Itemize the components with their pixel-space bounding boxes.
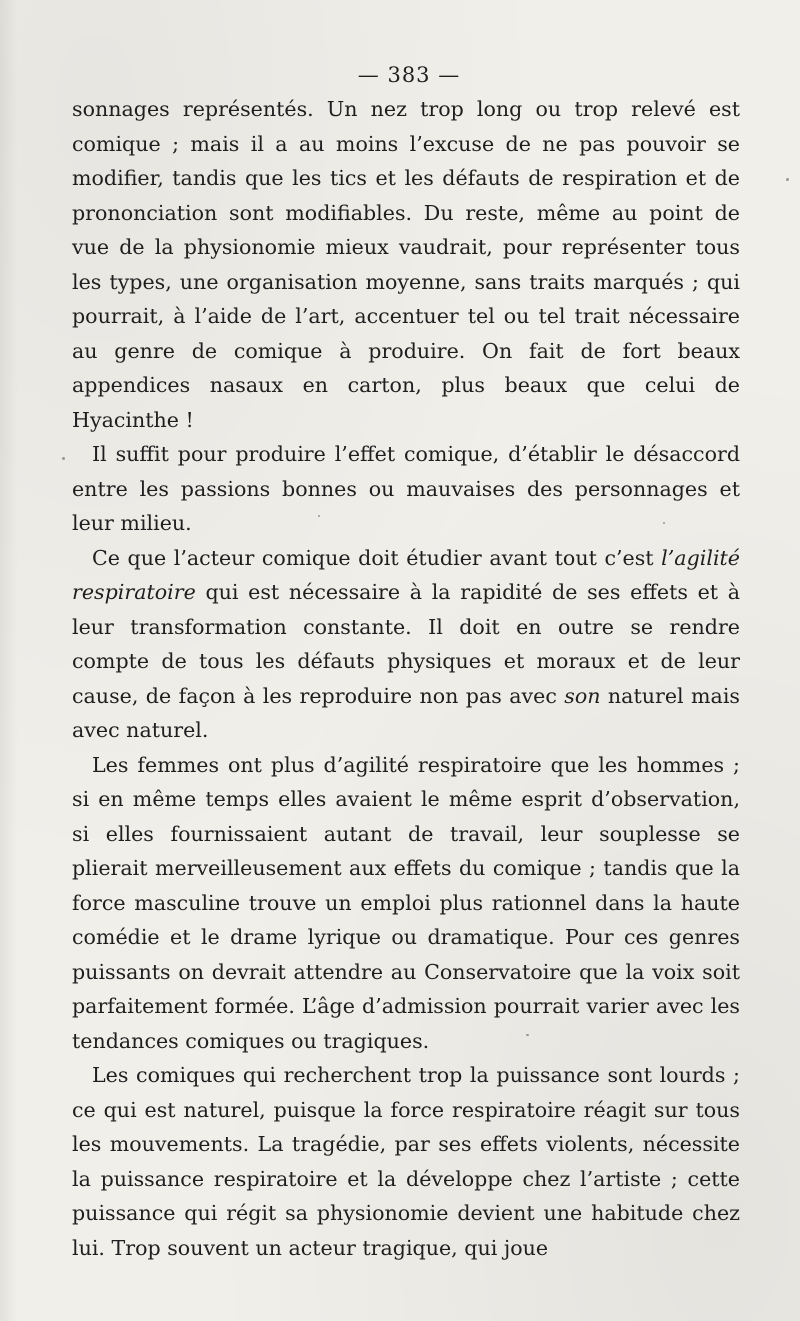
- italic-term: son: [564, 683, 601, 708]
- paragraph-3: [72, 541, 740, 748]
- text-run: Les femmes ont plus d’agilité respiratoire que les hommes ; si en même temps elles avaient le même esprit d’observation, si elles fournissaient autant de travail, leur souplesse se plierait merveilleusement aux effets du comique ; tandis que la force masculine trouve un emploi plus rationnel dans la haute comédie et le drame lyrique ou dramatique. Pour ces genres puissants on devrait attendre au Conservatoire que la voix soit parfaitement formée. L’âge d’admission pourrait varier avec les tendances comiques ou tragiques.: [72, 752, 740, 1053]
- scan-speck: [663, 522, 665, 524]
- paragraph-5: [72, 1058, 740, 1265]
- scan-speck: [786, 178, 789, 181]
- text-run: Ce que l’acteur comique doit étudier avant tout c’est: [92, 545, 662, 570]
- body-text: [72, 92, 740, 1265]
- scan-speck: [526, 1034, 529, 1036]
- text-run: naturel mais avec naturel.: [72, 683, 740, 742]
- text-run: sonnages représentés. Un nez trop long ou trop relevé est comique ; mais il a au moins l’excuse de ne pas pouvoir se modifier, tandis que les tics et les défauts de respiration et de prononciation sont modifiables. Du reste, même au point de vue de la physionomie mieux vaudrait, pour représenter tous les types, une organisation moyenne, sans traits marqués ; qui pourrait, à l’aide de l’art, accentuer tel ou tel trait nécessaire au genre de comique à produire. On fait de fort beaux appendices nasaux en carton, plus beaux que celui de Hyacinthe !: [72, 97, 740, 432]
- text-run: Il suffit pour produire l’effet comique, d’établir le désaccord entre les passions bonnes ou mauvaises des personnages et leur milieu.: [72, 442, 740, 535]
- paragraph-4: [72, 748, 740, 1059]
- scan-speck: [318, 515, 320, 517]
- paragraph-2: [72, 437, 740, 541]
- italic-term: l’agilité respiratoire: [72, 545, 740, 604]
- page-number: — 383 —: [357, 63, 461, 87]
- paragraph-1: [72, 92, 740, 437]
- text-run: qui est nécessaire à la rapidité de ses effets et à leur transformation constante. Il doit en outre se rendre compte de tous les défauts physiques et moraux et de leur cause, de façon à les reproduire non pas avec: [72, 580, 740, 708]
- book-page: [72, 58, 740, 1265]
- scan-speck: [62, 457, 65, 460]
- text-run: Les comiques qui recherchent trop la puissance sont lourds ; ce qui est naturel, puisque la force respiratoire réagit sur tous les mouvements. La tragédie, par ses effets violents, nécessite la puissance respiratoire et la développe chez l’artiste ; cette puissance qui régit sa physionomie devient une habitude chez lui. Trop souvent un acteur tragique, qui joue: [72, 1063, 740, 1260]
